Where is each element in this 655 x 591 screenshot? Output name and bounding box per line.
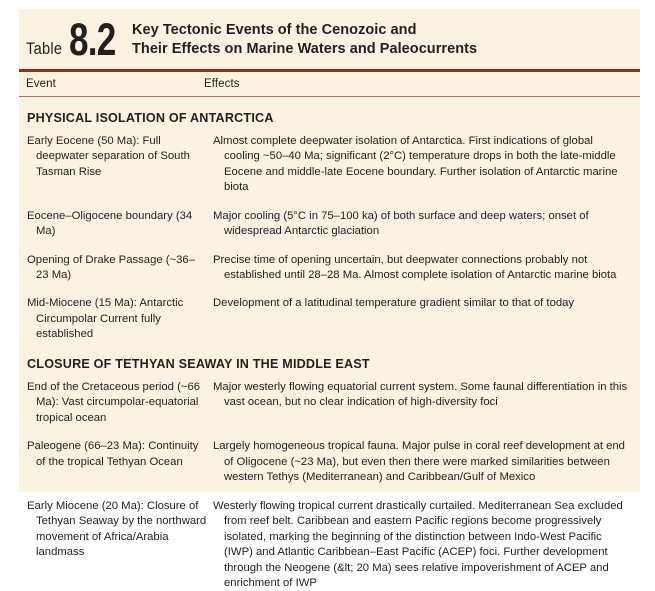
cell-event: Opening of Drake Passage (~36–23 Ma)	[27, 253, 195, 281]
cell-event: Eocene–Oligocene boundary (34 Ma)	[27, 209, 193, 238]
cell-effects: Major cooling (5°C in 75–100 ka) of both surface and deep waters; onset of widespread Antarctic glaciation	[213, 209, 589, 238]
table-row	[26, 499, 634, 591]
section-heading: PHYSICAL ISOLATION OF ANTARCTICA	[27, 110, 274, 125]
table-number-group	[26, 14, 129, 65]
table-title-block	[19, 9, 640, 69]
table-title-line-1: Key Tectonic Events of the Cenozoic and	[132, 22, 417, 38]
table-section-closure-of-tethyan-seaway	[26, 357, 634, 591]
table-row	[26, 253, 634, 284]
cell-effects: Development of a latitudinal temperature gradient similar to that of today	[213, 297, 575, 310]
page-title	[132, 21, 477, 58]
cell-effects: Largely homogeneous tropical fauna. Major pulse in coral reef development at end of Oligocene (~23 Ma), but even then there were marked similarities between western Tethys (Mediterranean) and Caribbean/Gulf of Mexico	[213, 440, 625, 484]
column-header-effects: Effects	[204, 77, 240, 90]
column-header-event: Event	[26, 77, 56, 90]
cell-effects: Almost complete deepwater isolation of Antarctica. First indications of global cooling ~50–40 Ma; significant (2°C) temperature drops in both the late-middle Eocene and middle-late Eocene boundary. Further isolation of Antarctic marine biota	[213, 134, 618, 194]
table-section-physical-isolation-of-antarctica	[26, 111, 634, 343]
cell-event: Paleogene (66–23 Ma): Continuity of the tropical Tethyan Ocean	[27, 440, 199, 468]
table-row	[26, 209, 634, 240]
rule-under-column-headers	[19, 96, 640, 97]
table-row	[26, 296, 634, 342]
table-word-label: Table	[26, 39, 63, 58]
table-row	[26, 380, 634, 426]
table-title-line-2: Their Effects on Marine Waters and Paleocurrents	[132, 40, 478, 57]
cell-effects: Major westerly flowing equatorial current system. Some faunal differentiation in this vast ocean, but no clear indication of high-diversity foci	[213, 380, 628, 409]
cell-event: Mid-Miocene (15 Ma): Antarctic Circumpolar Current fully established	[27, 297, 184, 341]
cell-effects: Precise time of opening uncertain, but deepwater connections probably not established until 28–28 Ma. Almost complete isolation of Antarctic marine biota	[213, 253, 617, 281]
cell-effects: Westerly flowing tropical current drastically curtailed. Mediterranean Sea excluded from reef belt. Caribbean and eastern Pacific regions become progressively isolated, marking the beginning of the distinction between Indo-West Pacific (IWP) and Atlantic Caribbean–East Pacific (ACEP) foci. Further development through the Neogene (&lt; 20 Ma) sees relative impoverishment of ACEP and enrichment of IWP	[213, 499, 623, 589]
cell-event: Early Eocene (50 Ma): Full deepwater separation of South Tasman Rise	[27, 134, 190, 178]
table-number: 8.2	[69, 14, 116, 65]
table-row	[26, 134, 634, 196]
table-panel	[19, 9, 640, 589]
section-heading: CLOSURE OF TETHYAN SEAWAY IN THE MIDDLE EAST	[27, 356, 370, 371]
table-row	[26, 439, 634, 485]
cell-event: End of the Cretaceous period (~66 Ma): Vast circumpolar-equatorial tropical ocean	[27, 380, 201, 424]
table-body	[19, 111, 640, 591]
cell-event: Early Miocene (20 Ma): Closure of Tethyan Seaway by the northward movement of Africa/Arabia landmass	[27, 499, 207, 559]
column-header-row	[19, 72, 640, 96]
